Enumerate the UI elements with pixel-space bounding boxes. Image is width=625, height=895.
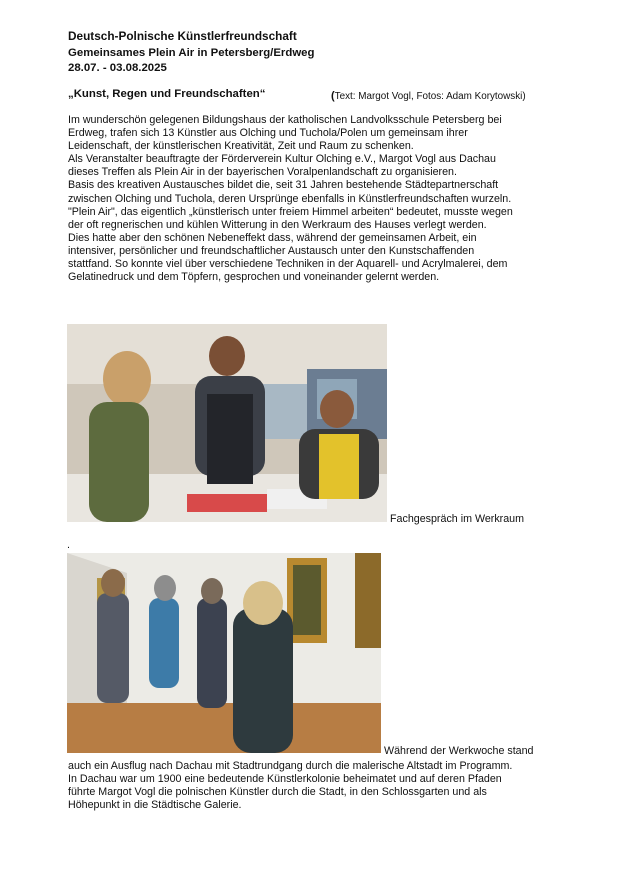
- tail-line: führte Margot Vogl die polnischen Künstler durch die Stadt, in den Schlossgarten und als: [68, 786, 487, 799]
- body-line: dieses Treffen als Plein Air in der bayerischen Voralpenlandschaft zu organisieren.: [68, 166, 457, 179]
- workshop-photo: [67, 324, 387, 522]
- article-credit: [331, 90, 526, 102]
- body-line: Basis des kreativen Austausches bildet die, seit 31 Jahren bestehende Städtepartnerschaft: [68, 179, 499, 192]
- body-line: "Plein Air", das eigentlich „künstlerisch unter freiem Himmel arbeiten“ bedeutet, musste wegen: [68, 205, 513, 218]
- body-line: zwischen Olching und Tuchola, deren Ursprünge ebenfalls in Künstlerfreundschaften wurzeln.: [68, 192, 512, 205]
- body-line: der oft regnerischen und kühlen Witterung in den Werkraum des Hauses verlegt werden.: [68, 218, 487, 231]
- body-line: Im wunderschön gelegenen Bildungshaus der katholischen Landvolksschule Petersberg bei: [68, 114, 502, 126]
- article-body: [68, 114, 568, 284]
- article-headline: „Kunst, Regen und Freundschaften“: [68, 88, 266, 100]
- body-line: stattfand. So konnte viel über verschiedene Techniken in der Aquarell- und Acrylmalerei, dem: [68, 258, 508, 271]
- body-line: Gelatinedruck und dem Töpfern, gesprochen und voneinander gelernt werden.: [68, 271, 440, 284]
- tail-line: In Dachau war um 1900 eine bedeutende Künstlerkolonie beheimatet und auf deren Pfaden: [68, 773, 502, 786]
- body-line: Als Veranstalter beauftragte der Förderverein Kultur Olching e.V., Margot Vogl aus Dachau: [68, 153, 496, 166]
- document-title: Deutsch-Polnische Künstlerfreundschaft: [68, 29, 297, 43]
- tail-line: auch ein Ausflug nach Dachau mit Stadtrundgang durch die malerische Altstadt im Programm.: [68, 760, 513, 772]
- photo2-caption: Während der Werkwoche stand: [384, 745, 534, 757]
- credit-text: Text: Margot Vogl, Fotos: Adam Korytowski): [334, 91, 526, 102]
- body-line: intensiver, persönlicher und freundschaftlicher Austausch unter den Kunstschaffenden: [68, 244, 475, 257]
- document-dates: 28.07. - 03.08.2025: [68, 62, 167, 74]
- photo1-caption: Fachgespräch im Werkraum: [390, 513, 525, 525]
- document-subtitle: Gemeinsames Plein Air in Petersberg/Erdweg: [68, 47, 315, 59]
- article-tail: [68, 760, 568, 812]
- body-line: Erdweg, trafen sich 13 Künstler aus Olching und Tuchola/Polen um gemeinsam ihrer: [68, 127, 468, 140]
- body-line: Leidenschaft, der künstlerischen Kreativität, Zeit und Raum zu schenken.: [68, 140, 414, 153]
- credit-paren: (: [331, 90, 335, 102]
- tail-line: Höhepunkt in die Städtische Galerie.: [68, 799, 242, 812]
- separator-dot: .: [67, 539, 70, 551]
- gallery-photo: [67, 553, 381, 753]
- body-line: Dies hatte aber den schönen Nebeneffekt dass, während der gemeinsamen Arbeit, ein: [68, 231, 477, 244]
